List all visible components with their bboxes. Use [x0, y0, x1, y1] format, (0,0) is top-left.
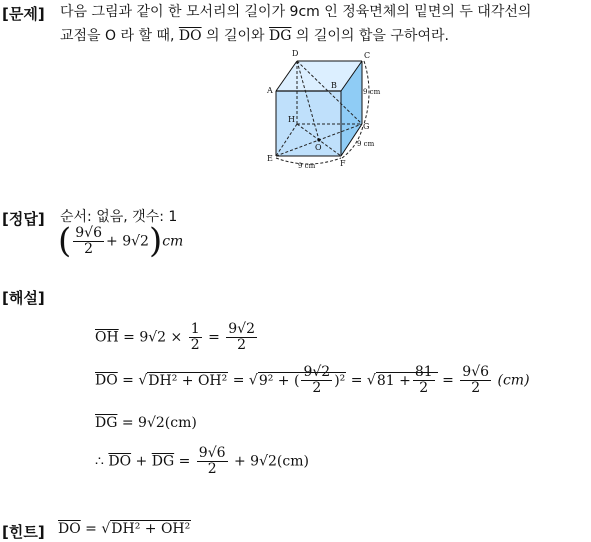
answer-frac-den: 2: [84, 241, 94, 257]
eq2-radicand-1: DH² + OH²: [148, 372, 228, 389]
problem-line-2-mid: 의 길이와: [206, 28, 265, 44]
vertex-f: F: [340, 159, 346, 168]
solution-eq-4: [95, 446, 309, 477]
eq4-therefore: ∴: [95, 453, 104, 470]
hint-equals: =: [85, 521, 97, 537]
eq4-frac-den: 2: [207, 461, 217, 477]
answer-unit: cm: [162, 233, 184, 250]
vertex-a: A: [267, 86, 273, 95]
solution-eq-3: [95, 415, 197, 431]
vertex-o: O: [315, 143, 322, 152]
eq1-frac-num: 1: [190, 321, 200, 337]
hint-equation: $\overline{DO} = √DH^2 + OH^2$: [58, 521, 191, 537]
vertex-d: D: [292, 49, 299, 58]
eq1-term: = 9√2 ×: [123, 329, 183, 346]
eq1-equals: =: [208, 329, 220, 346]
eq1-frac-den: 2: [190, 337, 200, 353]
problem-label: [문제]: [2, 5, 45, 23]
eq2-segment: $\overline{DO}$: [95, 372, 118, 389]
eq4-frac-num: 9√6: [198, 445, 226, 461]
hint-segment: $\overline{DO}$: [58, 521, 81, 537]
eq2-result-den: 2: [471, 380, 481, 396]
vertex-b: B: [331, 81, 337, 90]
answer-label: [정답]: [2, 210, 45, 228]
eq1-result-den: 2: [237, 337, 247, 353]
eq3-segment: $\overline{DG}$: [95, 415, 118, 431]
eq2-rad-post: )²: [334, 372, 346, 389]
answer-frac-num: 9√6: [75, 225, 103, 241]
eq2-equals-1: =: [122, 372, 134, 389]
eq2-rad-frac-den: 2: [312, 380, 322, 396]
hint-label: [힌트]: [2, 523, 45, 541]
eq2-rad2-frac-den: 2: [419, 380, 429, 396]
eq1-segment: $\overline{OH}$: [95, 329, 119, 346]
hint-radicand: DH² + OH²: [111, 521, 191, 537]
segment-do: $\overline{DO}$: [178, 28, 202, 44]
eq2-equals-4: =: [442, 372, 454, 389]
solution-eq-2: $\overline{DO} = √DH^2 + OH^2 = √9^2$ + ( $\frac{9√2}{2}$ )² = √81 + $\frac{81}{2}$ = $\frac{9√6}{2}$ (cm): [95, 364, 530, 396]
eq4-segment-dg: $\overline{DG}$: [151, 453, 175, 470]
eq2-rad-pre: 9² + (: [258, 372, 300, 389]
problem-line-2: [60, 26, 449, 47]
eq2-rad-frac-num: 9√2: [303, 364, 331, 380]
eq2-rad2-pre: 81 +: [376, 372, 411, 389]
vertex-c: C: [364, 51, 371, 60]
edge-label-ef: 9 cm: [298, 162, 316, 170]
eq4-segment-do: $\overline{DO}$: [108, 453, 132, 470]
eq2-result-num: 9√6: [462, 364, 490, 380]
segment-dg: $\overline{DG}$: [269, 28, 292, 44]
eq4-plus: +: [135, 453, 148, 470]
problem-line-2-pre: 교점을 O 라 할 때,: [60, 28, 175, 44]
eq4-equals: =: [178, 453, 191, 470]
solution-eq-1: [95, 322, 259, 353]
eq2-unit: (cm): [497, 372, 530, 389]
eq2-equals-2: =: [232, 372, 245, 389]
edge-label-gf: 9 cm: [357, 140, 375, 148]
solution-label: [해설]: [2, 289, 45, 307]
answer-meta: 순서: 없음, 갯수: 1: [60, 209, 178, 225]
answer-expression: ( $\frac{9√6}{2}$ + 9√2)cm: [58, 221, 184, 261]
problem-line-2-post: 의 길이의 합을 구하여라.: [295, 28, 449, 44]
vertex-h: H: [288, 115, 295, 124]
eq2-equals-3: =: [350, 372, 363, 389]
eq1-result-num: 9√2: [228, 321, 256, 337]
eq4-tail: + 9√2(cm): [233, 453, 309, 470]
edge-label-cg: 9 cm: [363, 88, 381, 96]
answer-plus-term: + 9√2: [106, 233, 149, 250]
eq2-rad2-frac-num: 81: [414, 364, 433, 380]
cube-figure: [262, 46, 382, 171]
vertex-g: G: [363, 122, 370, 131]
vertex-e: E: [267, 154, 273, 163]
problem-line-1: 다음 그림과 같이 한 모서리의 길이가 9cm 인 정육면체의 밑면의 두 대각선의: [60, 4, 532, 20]
eq3-value: = 9√2(cm): [121, 415, 197, 431]
